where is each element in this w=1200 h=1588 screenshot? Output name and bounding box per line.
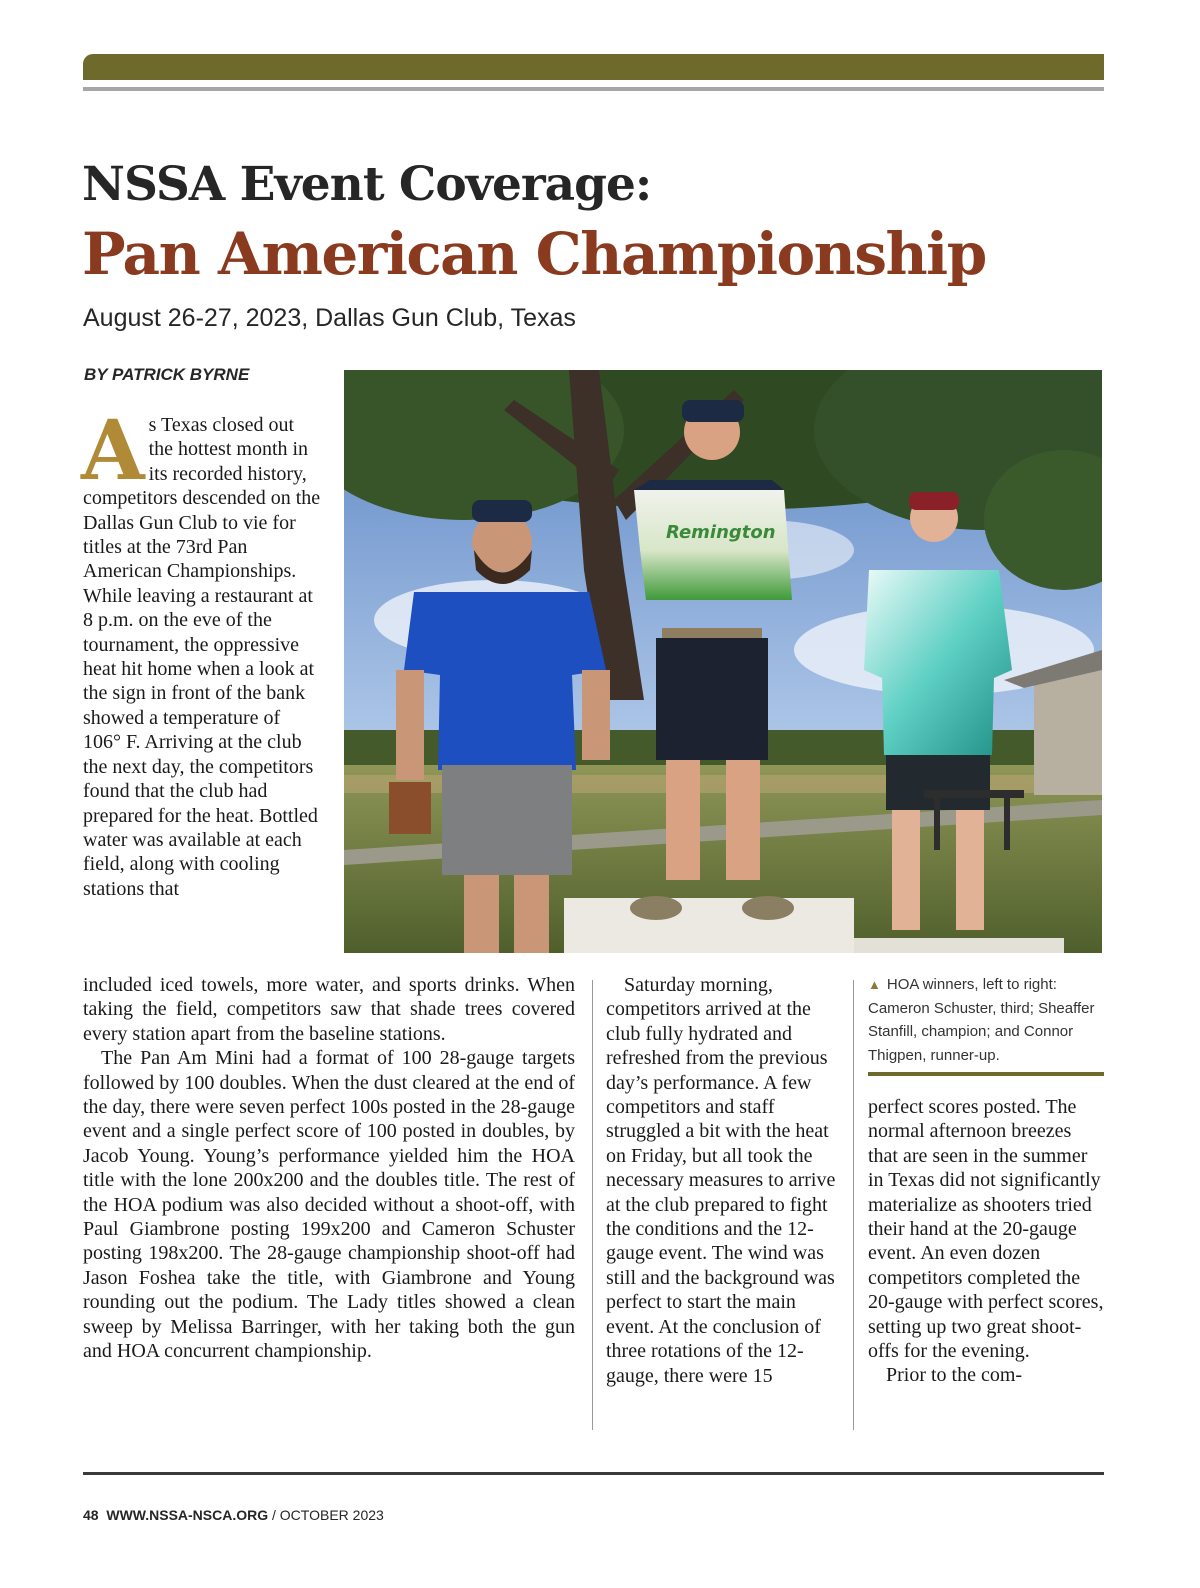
footer-site: WWW.NSSA-NSCA.ORG	[106, 1507, 269, 1523]
drop-cap: A	[81, 403, 145, 499]
podium-photo	[344, 370, 1102, 953]
page-number: 48	[83, 1507, 99, 1523]
paragraph-continuation-right: perfect scores posted. The normal afternoon breezes that are seen in the summer in Texas did not significantly materialize as shooters tried their hand at the 20-gauge event. An even dozen competitors completed the 20-gauge with perfect scores, setting up two great shoot-offs for the evening.	[868, 1096, 1104, 1363]
kicker-title: NSSA Event Coverage:	[82, 157, 652, 212]
paragraph-saturday: Saturday morning, competitors arrived at the club fully hydrated and refreshed from the previous day’s performance. A few competitors and staff struggled a bit with the heat on Friday, but all took the necessary measures to arrive at the club prepared to fight the conditions and the 12-gauge event. The wind was still and the background was perfect to start the main event. At the conclusion of three rotations of the 12-gauge, there were 15	[606, 974, 836, 1387]
column-divider	[592, 980, 593, 1430]
caption-text: HOA winners, left to right: Cameron Schuster, third; Sheaffer Stanfill, champion; and Connor Thigpen, runner-up.	[868, 976, 1095, 1064]
dateline: August 26-27, 2023, Dallas Gun Club, Texas	[83, 304, 576, 332]
caption-rule	[868, 1072, 1104, 1076]
column-divider	[853, 980, 854, 1430]
intro-paragraph: s Texas closed out the hottest month in its recorded history, competitors descended on the Dallas Gun Club to vie for titles at the 73rd Pan American Championships. While leaving a restaurant at 8 p.m. on the eve of the tournament, the oppressive heat hit home when a look at the sign in front of the bank showed a temperature of 106° F. Arriving at the club the next day, the competitors found that the club had prepared for the heat. Bottled water was available at each field, along with cooling stations that	[83, 414, 321, 900]
triangle-up-icon: ▲	[868, 977, 881, 992]
top-accent-bar	[83, 54, 1104, 80]
article-intro-column	[81, 403, 323, 901]
headline: Pan American Championship	[82, 220, 986, 288]
paragraph-continuation: included iced towels, more water, and sports drinks. When taking the field, competitors saw that shade trees covered every station apart from the baseline stations.	[83, 974, 575, 1045]
paragraph-prior: Prior to the com-	[886, 1364, 1023, 1387]
article-middle-column	[606, 973, 838, 1388]
article-left-column	[83, 973, 575, 1364]
footer-separator: /	[272, 1507, 276, 1523]
footer-issue: OCTOBER 2023	[279, 1507, 384, 1523]
bottom-rule	[83, 1472, 1104, 1475]
top-rule	[83, 87, 1104, 91]
jersey-brand-text: Remington	[666, 522, 776, 543]
byline: BY PATRICK BYRNE	[84, 365, 250, 384]
photo-caption	[868, 973, 1104, 1067]
paragraph-pan-am-mini: The Pan Am Mini had a format of 100 28-gauge targets followed by 100 doubles. When the dust cleared at the end of the day, there were seven perfect 100s posted in the 28-gauge event and a single perfect score of 100 posted in doubles, by Jacob Young. Young’s performance yielded him the HOA title with the lone 200x200 and the doubles title. The rest of the HOA podium was also decided without a shoot-off, with Paul Giambrone posting 199x200 and Cameron Schuster posting 198x200. The 28-gauge championship shoot-off had Jason Foshea take the title, with Giambrone and Young rounding out the podium. The Lady titles showed a clean sweep by Melissa Barringer, with her taking both the gun and HOA concurrent championship.	[83, 1047, 575, 1363]
article-right-column	[868, 1095, 1104, 1388]
page-footer	[83, 1507, 384, 1523]
